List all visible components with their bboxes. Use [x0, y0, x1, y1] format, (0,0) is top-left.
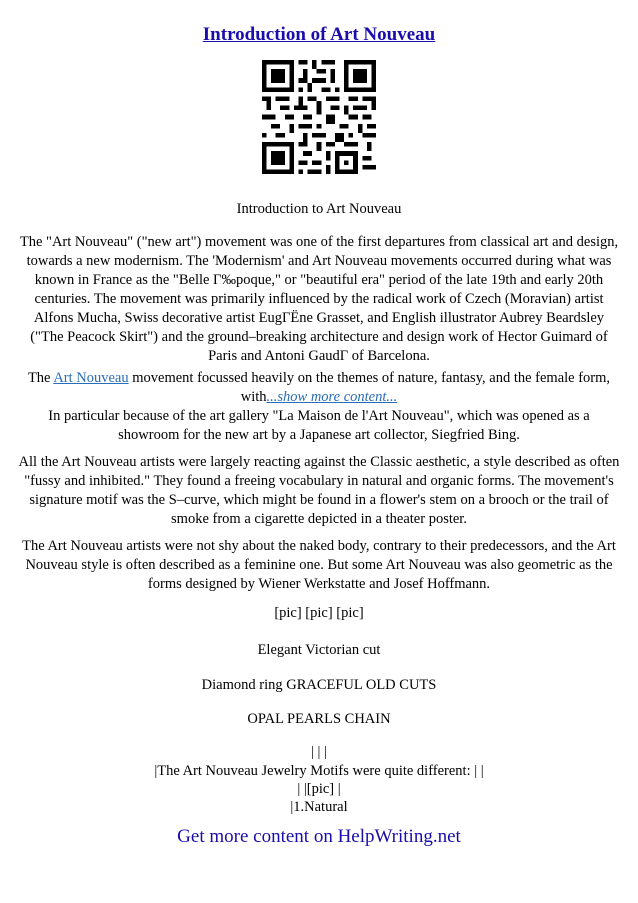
paragraph-themes [18, 369, 620, 445]
motifs-line: |The Art Nouveau Jewelry Motifs were quite different: | | [154, 763, 484, 779]
paragraph-themes-rest: In particular because of the art gallery "La Maison de l'Art Nouveau", which was opened as a showroom for the new art by a Japanese art collector, Siegfried Bing. [48, 408, 590, 443]
document-subtitle: Introduction to Art Nouveau [236, 201, 402, 217]
diamond-line: Diamond ring GRACEFUL OLD CUTS [201, 677, 437, 693]
paragraph-themes-prefix: The [27, 370, 54, 386]
art-nouveau-link[interactable]: Art Nouveau [53, 370, 129, 386]
paragraph-aesthetic: All the Art Nouveau artists were largely reacting against the Classic aesthetic, a style described as often "fussy and inhibited." They found a freeing vocabulary in natural and organic forms. The movement's signature motif was the S–curve, which might be found in a flower's stem on a brooch or the trail of smoke from a cigarette depicted in a theater poster. [18, 454, 620, 527]
natural-line: |1.Natural [290, 799, 348, 815]
pics-line: [pic] [pic] [pic] [274, 605, 364, 621]
elegant-line: Elegant Victorian cut [257, 642, 381, 658]
footer-link[interactable]: Get more content on HelpWriting.net [177, 826, 461, 847]
opal-line: OPAL PEARLS CHAIN [247, 711, 391, 727]
paragraph-body: The Art Nouveau artists were not shy about the naked body, contrary to their predecessors, and the Art Nouveau style is often described as a feminine one. But some Art Nouveau was also geometric as the forms designed by Wiener Werkstatte and Josef Hoffmann. [22, 538, 616, 592]
document-title[interactable]: Introduction of Art Nouveau [202, 24, 436, 45]
show-more-link[interactable]: ...show more content... [266, 389, 398, 405]
qr-code-icon [262, 60, 376, 174]
paragraph-themes-middle: movement focussed heavily on the themes of nature, fantasy, and the female form, with [128, 370, 611, 405]
table-bars-line: | | | [311, 744, 327, 760]
paragraph-intro: The "Art Nouveau" ("new art") movement was one of the first departures from classical art and design, towards a new modernism. The 'Modernism' and Art Nouveau movements occurred during what was known in France as the "Belle Г‰poque," or "beautiful era" period of the late 19th and early 20th centuries. The movement was primarily influenced by the radical work of Czech (Moravian) artist Alfons Mucha, Swiss decorative artist EugГЁne Grasset, and English illustrator Aubrey Beardsley ("The Peacock Skirt") and the ground–breaking architecture and design work of Hector Guimard of Paris and Antoni GaudГ of Barcelona. [19, 234, 619, 364]
pic-row-line: | |[pic] | [297, 781, 341, 797]
